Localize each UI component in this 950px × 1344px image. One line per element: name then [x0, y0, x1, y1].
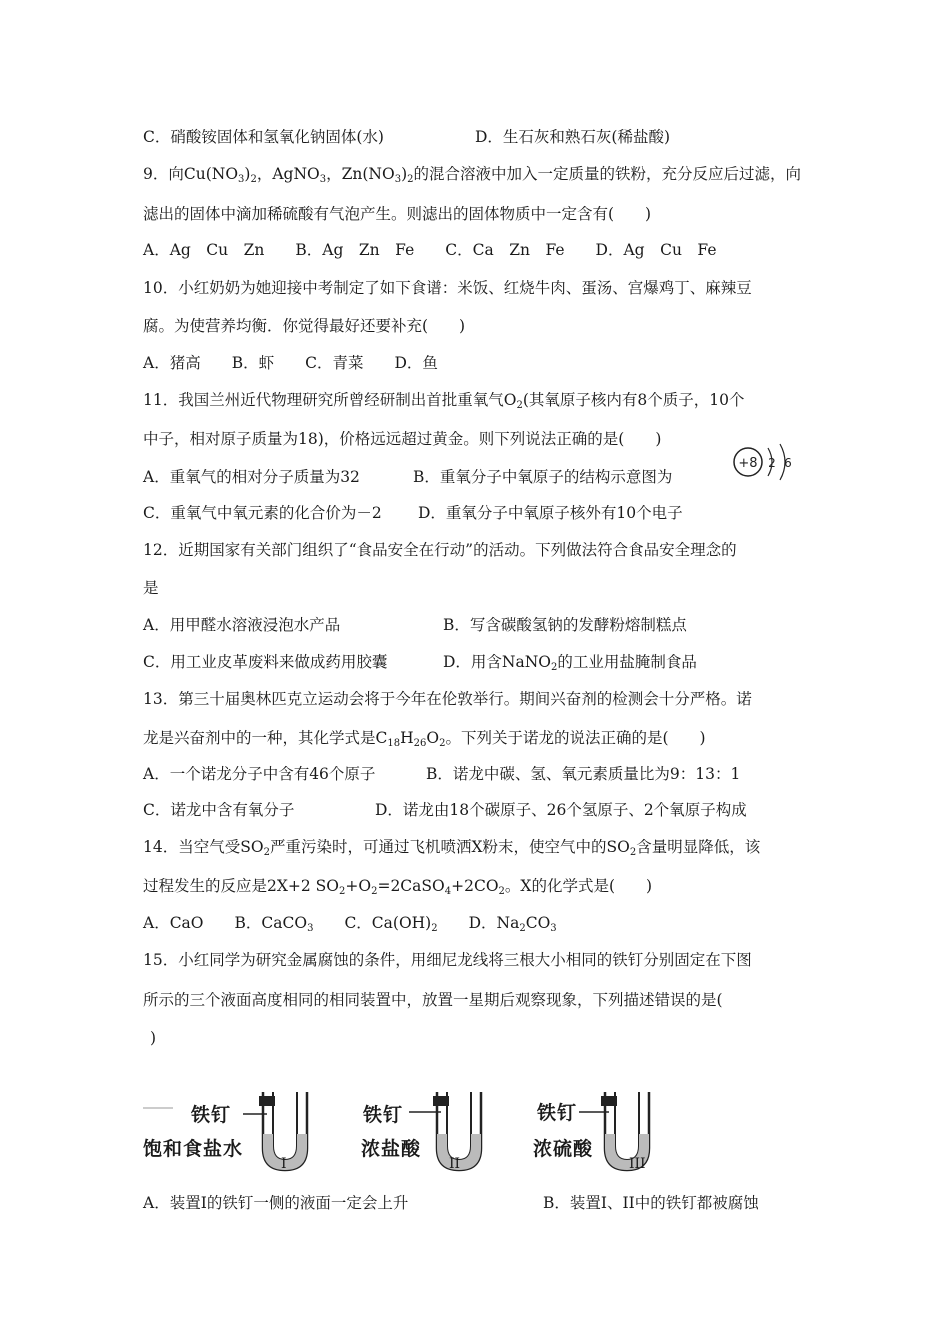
q15-stem-line2: 所示的三个液面高度相同的相同装置中，放置一星期后观察现象，下列描述错误的是( — [143, 991, 723, 1009]
q11-stem-line1: 11．我国兰州近代物理研究所曾经研制出首批重氧气$O_2$(其氧原子核内有8个质子，10个 — [143, 391, 745, 411]
q15-option-a: A．装置I的铁钉一侧的液面一定会上升 — [143, 1194, 409, 1212]
q11-option-row2 — [143, 503, 683, 523]
electron-count-1: 2 — [768, 456, 776, 470]
q9-stem-line2: 滤出的固体中滴加稀硫酸有气泡产生。则滤出的固体物质中一定含有( ) — [143, 205, 652, 223]
oxygen-atom-structure-diagram — [728, 440, 800, 488]
q13-option-a: A．一个诺龙分子中含有46个原子 — [143, 765, 376, 783]
q12-option-a: A．用甲醛水溶液浸泡水产品 — [143, 616, 341, 634]
fig-label-nail-2: 铁钉 — [363, 1104, 404, 1126]
q8-option-c: C．硝酸铵固体和氢氧化钠固体(水) — [143, 128, 384, 146]
q10-stem-line2: 腐。为使营养均衡．你觉得最好还要补充( ) — [143, 317, 466, 335]
q11-stem-line2: 中子，相对原子质量为18)，价格远远超过黄金。则下列说法正确的是( ) — [143, 430, 662, 448]
q13-stem-line2: 龙是兴奋剂中的一种，其化学式是$C_{18}H_{26}O_2$。下列关于诺龙的说法正确的是( ) — [143, 729, 706, 749]
fig-roman-3: III — [629, 1156, 646, 1172]
q14-options: A．CaO B．CaCO$_3$ C．$Ca(OH)_2$ D．$Na_2CO_3$ — [143, 914, 557, 934]
q12-option-c: C．用工业皮革废料来做成药用胶囊 — [143, 653, 388, 671]
q9-stem-line1: 9．向$Cu(NO_3)_2$，AgNO$_3$，$Zn(NO_3)_2$的混合溶液中加入一定质量的铁粉，充分反应后过滤，向 — [143, 165, 802, 185]
fig-label-liquid-3: 浓硫酸 — [533, 1138, 594, 1160]
q13-option-c: C．诺龙中含有氧分子 — [143, 801, 295, 819]
fig-label-liquid-1: 饱和食盐水 — [143, 1138, 244, 1160]
q11-option-c: C．重氧气中氧元素的化合价为－2 — [143, 504, 382, 522]
q9-options: A．Ag Cu Zn B．Ag Zn Fe C．Ca Zn Fe D．Ag Cu Fe — [143, 241, 717, 259]
q12-option-d: D．用含NaNO$_2$的工业用盐腌制食品 — [443, 653, 697, 673]
fig-roman-2: II — [449, 1156, 461, 1172]
q14-stem-line2: 过程发生的反应是2X+2 $SO_2+O_2=2CaSO_4+2CO_2$。X的化学式是( ) — [143, 877, 653, 897]
fig-label-liquid-2: 浓盐酸 — [361, 1138, 422, 1160]
q12-stem-line1: 12．近期国家有关部门组织了“食品安全在行动”的活动。下列做法符合食品安全理念的 — [143, 541, 737, 559]
q15-option-row1 — [143, 1193, 759, 1213]
fig-label-nail-3: 铁钉 — [537, 1102, 578, 1124]
atom-nucleus-label: +8 — [738, 456, 758, 471]
q8-option-row — [143, 127, 671, 147]
q10-stem-line1: 10．小红奶奶为她迎接中考制定了如下食谱：米饭、红烧牛肉、蛋汤、宫爆鸡丁、麻辣豆 — [143, 279, 752, 297]
u-tube-apparatus-figure — [143, 1088, 683, 1178]
q11-option-d: D．重氧分子中氧原子核外有10个电子 — [418, 504, 683, 522]
q13-option-d: D．诺龙由18个碳原子、26个氢原子、2个氧原子构成 — [375, 801, 747, 819]
q11-option-row1 — [143, 467, 673, 487]
q14-stem-line1: 14．当空气受$SO_2$严重污染时，可通过飞机喷洒X粉末，使空气中的$SO_2$含量明显降低，该 — [143, 838, 761, 858]
q15-stem-line3: ) — [150, 1029, 157, 1047]
q11-option-b: B．重氧分子中氧原子的结构示意图为 — [413, 468, 673, 486]
q15-stem-line1: 15．小红同学为研究金属腐蚀的条件，用细尼龙线将三根大小相同的铁钉分别固定在下图 — [143, 951, 752, 969]
q10-options: A．猪高 B．虾 C．青菜 D．鱼 — [143, 354, 438, 372]
q13-stem-line1: 13．第三十届奥林匹克立运动会将于今年在伦敦举行。期间兴奋剂的检测会十分严格。诺 — [143, 690, 752, 708]
fig-label-nail-1: 铁钉 — [191, 1104, 232, 1126]
q12-option-b: B．写含碳酸氢钠的发酵粉熔制糕点 — [443, 616, 687, 634]
q13-option-b: B．诺龙中碳、氢、氧元素质量比为9：13：1 — [426, 765, 741, 783]
q12-stem-line2: 是 — [143, 579, 159, 597]
q15-option-b: B．装置I、II中的铁钉都被腐蚀 — [543, 1194, 759, 1212]
q8-option-d: D．生石灰和熟石灰(稀盐酸) — [475, 128, 671, 146]
fig-roman-1: I — [281, 1156, 287, 1172]
q12-option-row1 — [143, 615, 687, 635]
q12-option-row2 — [143, 652, 697, 673]
electron-count-2: 6 — [784, 456, 792, 470]
q11-option-a: A．重氧气的相对分子质量为32 — [143, 468, 360, 486]
q13-option-row2 — [143, 800, 747, 820]
q13-option-row1 — [143, 764, 741, 784]
